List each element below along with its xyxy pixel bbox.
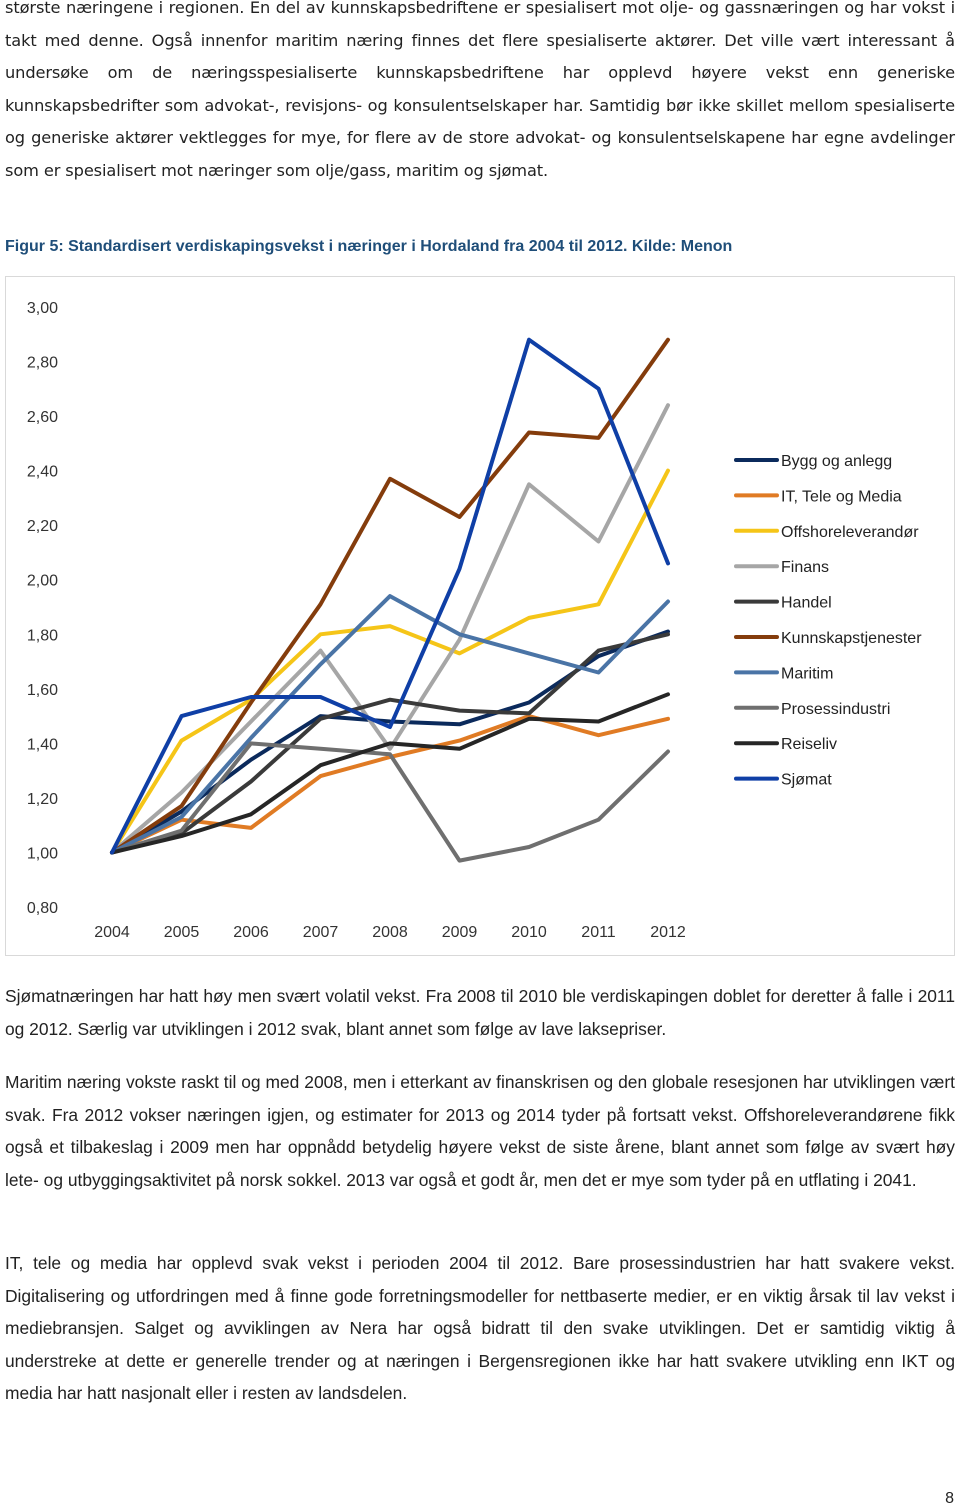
paragraph-sjomat: Sjømatnæringen har hatt høy men svært volatil vekst. Fra 2008 til 2010 ble verdiskapingen doblet for deretter å falle i 2011 og 2012. Særlig var utviklingen i 2012 svak, blant annet som følge av lave laksepriser. <box>5 986 955 1039</box>
y-tick-label: 2,40 <box>26 463 58 481</box>
legend-label: Reiseliv <box>781 736 838 754</box>
figure-caption: Figur 5: Standardisert verdiskapingsvekst i næringer i Hordaland fra 2004 til 2012. Kilde: Menon <box>5 238 733 255</box>
y-tick-label: 2,00 <box>26 572 58 590</box>
x-tick-label: 2010 <box>511 924 547 941</box>
x-tick-label: 2007 <box>302 924 339 941</box>
y-tick-label: 1,20 <box>26 790 58 808</box>
x-tick-label: 2008 <box>372 924 408 941</box>
y-tick-label: 1,60 <box>26 681 58 699</box>
y-tick-label: 2,60 <box>26 409 58 427</box>
paragraph-it-tele-media: IT, tele og media har opplevd svak vekst i perioden 2004 til 2012. Bare prosessindustrien har hatt svakere vekst. Digitalisering og utfordringen med å finne gode forretningsmodeller for nettbaserte medier, er en viktig årsak til lav vekst i mediebransjen. Salget og avviklingen av Nera har også bidratt til den svake utviklingen. Det er samtidig viktig å understreke at dette er generelle trender og at næringen i Bergensregionen ikke har hatt svakere utvikling enn IKT og media har hatt nasjonalt eller i resten av landsdelen. <box>5 1253 955 1404</box>
legend-label: Bygg og anlegg <box>781 453 893 470</box>
x-tick-label: 2012 <box>650 924 686 941</box>
x-tick-label: 2004 <box>94 924 130 941</box>
x-tick-label: 2009 <box>441 924 478 941</box>
x-tick-label: 2005 <box>163 924 200 941</box>
legend-label: Kunnskapstjenester <box>781 630 922 647</box>
chart-container <box>5 276 955 956</box>
series-line <box>112 694 668 852</box>
x-tick-label: 2006 <box>233 924 269 941</box>
line-chart <box>6 277 956 957</box>
legend-label: Prosessindustri <box>781 700 891 718</box>
legend-label: Finans <box>781 559 830 577</box>
paragraph-maritim: Maritim næring vokste raskt til og med 2008, men i etterkant av finanskrisen og den globale resesjonen har utviklingen vært svak. Fra 2012 vokser næringen igjen, og estimater for 2013 og 2014 tyder på fortsatt vekst. Offshoreleverandørene fikk også et tilbakeslag i 2009 men har oppnådd betydelig høyere vekst de siste årene, blant annet som følge av svært høy lete- og utbyggingsaktivitet på norsk sokkel. 2013 var også et godt år, men det er mye som tyder på en utflating i 2041. <box>5 1072 955 1190</box>
y-tick-label: 1,80 <box>26 627 58 645</box>
legend-label: Sjømat <box>781 771 832 789</box>
y-tick-label: 0,80 <box>26 900 58 917</box>
intro-paragraph: største næringene i regionen. En del av kunnskapsbedriftene er spesialisert mot olje- og gassnæringen og har vokst i takt med denne. Også innenfor maritim næring finnes det flere spesialiserte aktører. Det ville vært interessant å undersøke om de næringsspesialiserte kunnskapsbedriftene har opplevd høyere vekst enn generiske kunnskapsbedrifter som advokat-, revisjons- og konsulentselskaper har. Samtidig bør ikke skillet mellom spesialiserte og generiske aktører vektlegges for mye, for flere av de store advokat- og konsulentselskapene har egne avdelinger som er spesialisert mot næringer som olje/gass, maritim og sjømat. <box>5 0 955 180</box>
y-tick-label: 1,40 <box>26 736 58 754</box>
legend-label: Handel <box>781 594 832 612</box>
legend-label: Offshoreleverandør <box>781 523 919 541</box>
legend-label: Maritim <box>781 665 834 683</box>
x-tick-label: 2011 <box>581 924 616 941</box>
page-number: 8 <box>945 1490 954 1507</box>
y-tick-label: 2,80 <box>26 354 58 372</box>
y-tick-label: 3,00 <box>26 300 58 317</box>
y-tick-label: 1,00 <box>26 845 58 863</box>
y-tick-label: 2,20 <box>26 518 58 536</box>
legend-label: IT, Tele og Media <box>781 488 902 506</box>
